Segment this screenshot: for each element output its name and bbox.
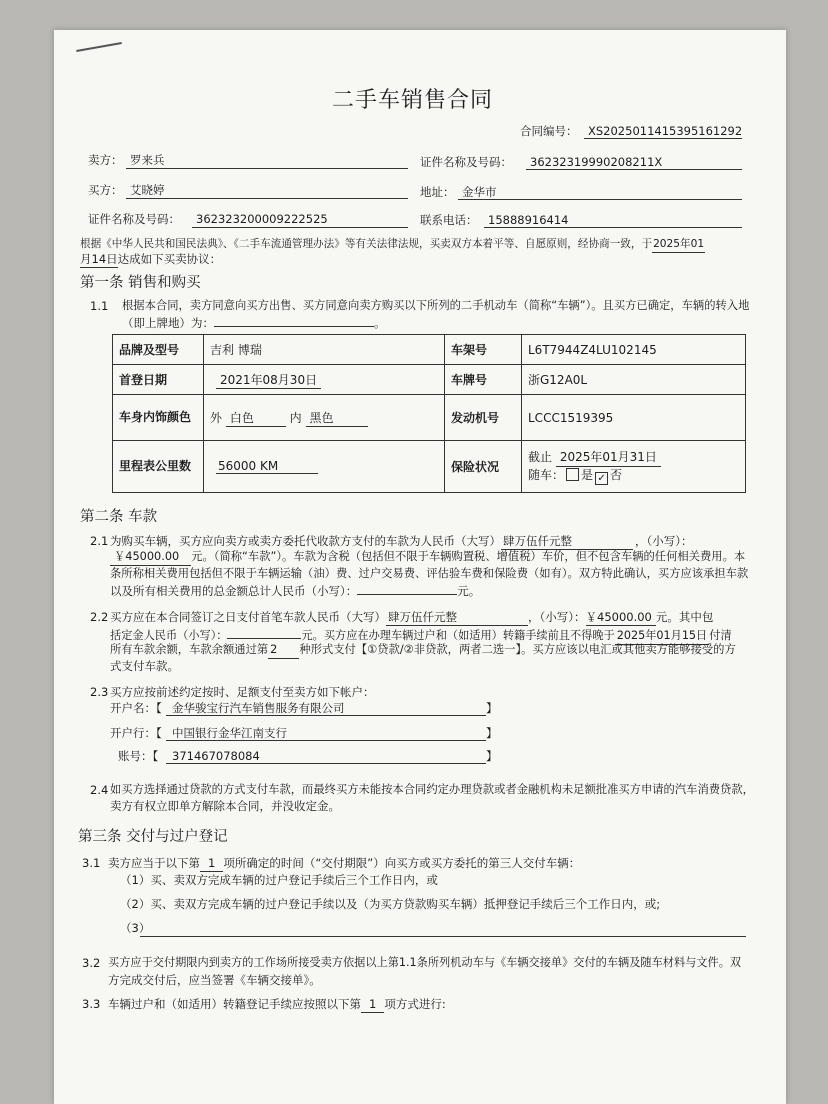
section-3-heading: 第三条 交付与过户登记 [78,829,228,845]
seller-id-value: 36232319990208211X [530,155,663,169]
p22-deadline: 2025年01月15日 [615,628,710,645]
acct-no-underline [166,763,486,764]
contract-no-underline [584,138,742,139]
p31-line1: 卖方应当于以下第 1 项所确定的时间（“交付期限”）向买方或买方委托的第三人交付车辆： [108,856,581,870]
brand-value: 吉利 博瑞 [204,335,445,365]
p11-line1: 根据本合同，卖方同意向买方出售、买方同意向卖方购买以下所列的二手机动车（简称“车辆”）。且买方已确定，车辆的转入地 [122,299,750,312]
color-inside: 黑色 [306,409,368,427]
p33-line1: 车辆过户和（如适用）转籍登记手续应按照以下第 1 项方式进行: [108,997,446,1011]
checkbox-yes[interactable] [566,468,579,481]
page-title: 二手车销售合同 [332,88,494,113]
insurance-label: 保险状况 [445,441,522,493]
intro-line2: 月14日达成如下买卖协议： [80,252,222,266]
p32-line1: 买方应于交付期限内到卖方的工作场所接受卖方依据以上第1.1条所列机动车与《车辆交接单》交付的车辆及随车材料与文件。双 [108,956,742,969]
p23-line1: 买方应按前述约定按时、足额支付至卖方如下帐户： [110,685,375,699]
p31-item3-underline [140,936,746,937]
acct-name-value: 金华骏宝行汽车销售服务有限公司 [172,701,345,715]
mileage-label: 里程表公里数 [113,441,204,493]
address-label: 地址： [420,185,455,199]
mileage-value: 56000 KM [216,459,318,474]
p21-line2: ￥45000.00 元。（简称“车款”）。车款为含税（包括但不限于车辆购置税、增值税）车价，但不包含车辆的任何相关费用。本 [110,549,745,566]
p31-num: 3.1 [82,856,101,870]
p21-num: 2.1 [90,534,109,548]
intro-date-a: 2025年01 [652,236,705,253]
plate-value: 浙G12A0L [522,365,746,395]
phone-value: 15888916414 [488,213,569,227]
intro-date-b: 月14日 [80,252,118,266]
plate-label: 车牌号 [445,365,522,395]
acct-no-value: 371467078084 [172,749,260,763]
brand-label: 品牌及型号 [113,335,204,365]
acct-no-close: 】 [486,749,498,763]
seller-value: 罗来兵 [130,153,165,167]
p33-num: 3.3 [82,997,101,1011]
p31-item1: （1）买、卖双方完成车辆的过户登记手续后三个工作日内，或 [120,873,438,887]
p22-payment-option: 2 [268,642,299,659]
p21-line1: 为购买车辆，买方应向卖方或卖方委托代收款方支付的车款为人民币（大写） 肆万伍仟元整 ，（小写）： [110,534,693,548]
buyer-underline [126,198,408,199]
p31-option: 1 [200,855,223,872]
acct-bank-close: 】 [486,726,498,740]
p24-line1: 如买方选择通过贷款的方式支付车款，而最终买方未能按本合同约定办理贷款或者金融机构未足额批准买方申请的汽车消费贷款， [110,783,754,796]
buyer-value: 艾晓婷 [130,183,165,197]
buyer-id-value: 362323200009222525 [196,212,328,226]
phone-underline [484,227,742,228]
p11-num: 1.1 [90,299,109,313]
acct-bank-label: 开户行：【 [110,726,162,740]
vehicle-table [112,334,746,493]
p22-line2: 括定金人民币（小写）： 元。买方应在办理车辆过户和（如适用）转籍手续前且不得晚于 2025年01月15日 付清 [110,626,732,645]
p24-num: 2.4 [90,783,109,797]
mileage-cell [204,441,445,493]
p22-line3: 所有车款余额，车款余额通过第 2 种形式支付【①贷款/②非贷款，两者二选一】。买方应该以电汇或其他卖方能够接受的方 [110,642,736,659]
p31-item3: （3） [120,921,151,935]
section-1-heading: 第一条 销售和购买 [80,275,201,291]
buyer-id-underline [192,227,408,228]
acct-name-label: 开户名：【 [110,701,162,715]
section-2-heading: 第二条 车款 [80,509,158,525]
phone-label: 联系电话： [420,213,478,227]
color-label: 车身内饰颜色 [113,395,204,441]
color-outside: 白色 [226,409,286,427]
seller-id-underline [526,169,742,170]
buyer-id-label: 证件名称及号码： [88,212,180,226]
vin-value: L6T7944Z4LU102145 [522,335,746,365]
first-reg-label: 首登日期 [113,365,204,395]
intro-line1: 根据《中华人民共和国民法典》、《二手车流通管理办法》等有关法律法规，买卖双方本着平等、自愿原则，经协商一致，于2025年01 [80,236,705,253]
contract-no-value: XS2025011415395161292 [588,124,743,138]
seller-underline [126,168,408,169]
p21-line4: 以及所有相关费用的总金额总计人民币（小写）： 元。 [110,584,481,598]
buyer-label: 买方： [88,183,123,197]
p22-line1: 买方应在本合同签订之日支付首笔车款人民币（大写） 肆万伍仟元整 ，（小写）：￥45000.00 元。其中包 [110,610,714,624]
p21-amount-small: ￥45000.00 [110,549,191,566]
seller-label: 卖方： [88,153,123,167]
acct-no-label: 账号：【 [118,749,159,763]
p21-line3: 条所称相关费用包括但不限于车辆运输（油）费、过户交易费、评估验车费和保险费（如有）。双方特此确认，买方应该承担车款 [110,567,749,580]
insurance-cell: 截止 2025年01月31日 随车： 是 ✓ 否 [522,441,746,493]
engine-label: 发动机号 [445,395,522,441]
acct-bank-underline [166,740,486,741]
first-reg-cell [204,365,445,395]
acct-name-close: 】 [486,701,498,715]
checkbox-no[interactable]: ✓ [595,472,608,485]
acct-bank-value: 中国银行金华江南支行 [172,726,287,740]
p22-amount-words: 肆万伍仟元整 [386,609,528,626]
p32-line2: 方完成交付后，应当签署《车辆交接单》。 [108,973,321,987]
p22-amount-small: ￥45000.00 [586,609,656,626]
contract-no-label: 合同编号： [520,124,578,138]
insurance-until: 2025年01月31日 [556,449,661,467]
p24-line2: 卖方有权立即单方解除本合同，并没收定金。 [110,799,340,813]
p32-num: 3.2 [82,956,101,970]
engine-value: LCCC1519395 [522,395,746,441]
first-reg-value: 2021年08月30日 [216,371,321,389]
p22-num: 2.2 [90,610,109,624]
vin-label: 车架号 [445,335,522,365]
color-cell: 外 白色 内 黑色 [204,395,445,441]
address-underline [458,199,742,200]
address-value: 金华市 [462,185,497,199]
p23-num: 2.3 [90,685,109,699]
p33-option: 1 [361,996,384,1013]
p31-item2: （2）买、卖双方完成车辆的过户登记手续以及（为买方贷款购买车辆）抵押登记手续后三个工作日内，或; [120,897,661,911]
p22-line4: 式支付车款。 [110,659,179,673]
acct-name-underline [166,715,486,716]
p21-amount-words: 肆万伍仟元整 [501,533,633,550]
seller-id-label: 证件名称及号码： [420,155,512,169]
p11-line2: （即上牌地）为： 。 [122,316,386,330]
